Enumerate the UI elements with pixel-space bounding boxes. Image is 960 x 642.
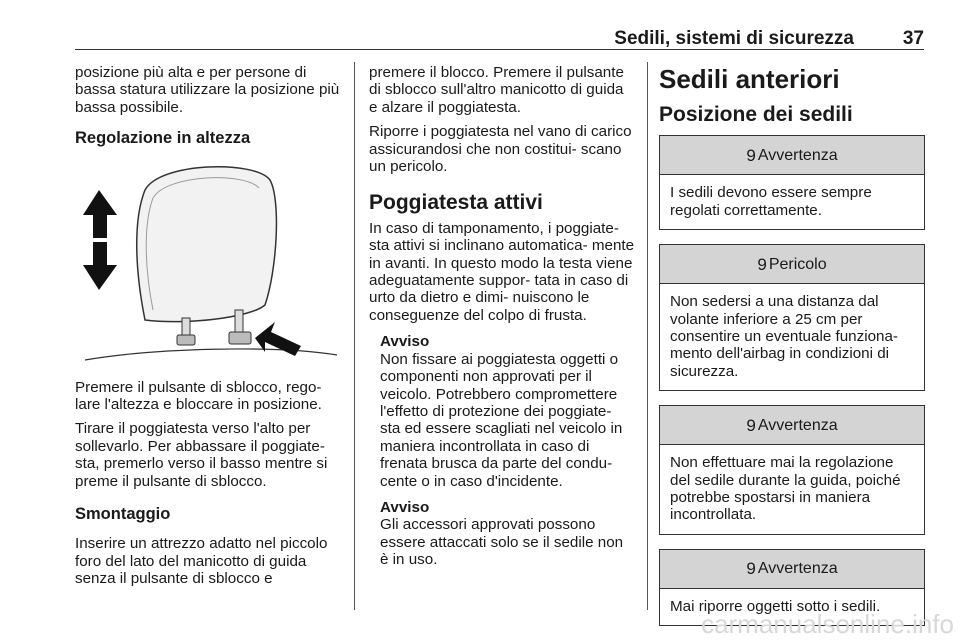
paragraph: premere il blocco. Premere il pulsante di sblocco sull'altro manicotto di guida e alzare il poggiatesta. [369,64,624,116]
note [369,333,635,490]
heading-removal: Smontaggio [75,505,171,524]
warning-title: Avvertenza [757,560,838,578]
warning-title: Avvertenza [757,416,838,434]
warning-text: Mai riporre oggetti sotto i sedili. [670,597,881,615]
warning-text: Non sedersi a una distanza dal volante inferiore a 25 cm per consentire un eventuale funziona- mento dell'airbag in condizioni di sicurezza. [670,293,898,380]
page-number: 37 [902,28,924,49]
warning-text: I sedili devono essere sempre regolati correttamente. [670,184,872,219]
paragraph: Riporre i poggiatesta nel vano di carico assicurandosi che non costitui- scano un pericolo. [369,123,632,176]
headrest-illustration [75,160,340,369]
page-header [75,26,924,50]
warning-triangle-icon: 9 [757,254,767,274]
column-divider [647,62,648,610]
paragraph: Tirare il poggiatesta verso l'alto per sollevarlo. Per abbassare il poggiate- sta, premerlo verso il basso mentre si preme il pulsante di sblocco. [75,420,328,490]
warning-triangle-icon: 9 [746,145,756,165]
heading-seat-position: Posizione dei sedili [659,103,853,126]
note [369,499,635,569]
column-2 [369,64,635,569]
paragraph: Premere il pulsante di sblocco, rego- lare l'altezza e bloccare in posizione. [75,378,322,414]
column-3 [659,64,925,640]
heading-front-seats: Sedili anteriori [659,64,840,94]
heading-height-adjustment: Regolazione in altezza [75,129,251,148]
column-divider [354,62,355,610]
paragraph: In caso di tamponamento, i poggiate- sta attivi si inclinano automatica- mente in avanti. In questo modo la testa viene adeguatamente suppor- tata in caso di urto da dietro e dimi- nuiscono le conseguenze del colpo di frusta. [369,219,635,324]
paragraph: Inserire un attrezzo adatto nel piccolo foro del lato del manicotto di guida senza il pulsante di sblocco e [75,535,328,588]
header-rule [75,49,924,50]
note-text: Non fissare ai poggiatesta oggetti o componenti non approvati per il veicolo. Potrebbero compromettere l'effetto di protezione dei poggiate- sta ed essere scagliati nel veicolo in maniera incontrollata in caso di frenata brusca da parte del condu- cente o in caso d'incidente. [380,350,623,490]
danger-box [659,244,925,391]
intro-paragraph: posizione più alta e per persone di bassa statura utilizzare la posizione più bassa possibile. [75,64,340,116]
warning-title: Avvertenza [757,146,838,164]
heading-active-headrests: Poggiatesta attivi [369,191,543,215]
warning-text: Non effettuare mai la regolazione del sedile durante la guida, poiché potrebbe spostarsi in maniera incontrollata. [670,454,901,524]
warning-title: Pericolo [768,255,827,273]
note-title: Avviso [380,333,430,351]
warning-box [659,135,925,230]
watermark: carmanualsonline.info [701,609,954,639]
warning-triangle-icon: 9 [746,415,756,435]
note-title: Avviso [380,498,430,516]
warning-box [659,405,925,535]
warning-triangle-icon: 9 [746,559,756,579]
section-title: Sedili, sistemi di sicurezza [614,28,854,49]
column-1 [75,64,340,595]
note-text: Gli accessori approvati possono essere attaccati solo se il sedile non è in uso. [380,516,624,569]
